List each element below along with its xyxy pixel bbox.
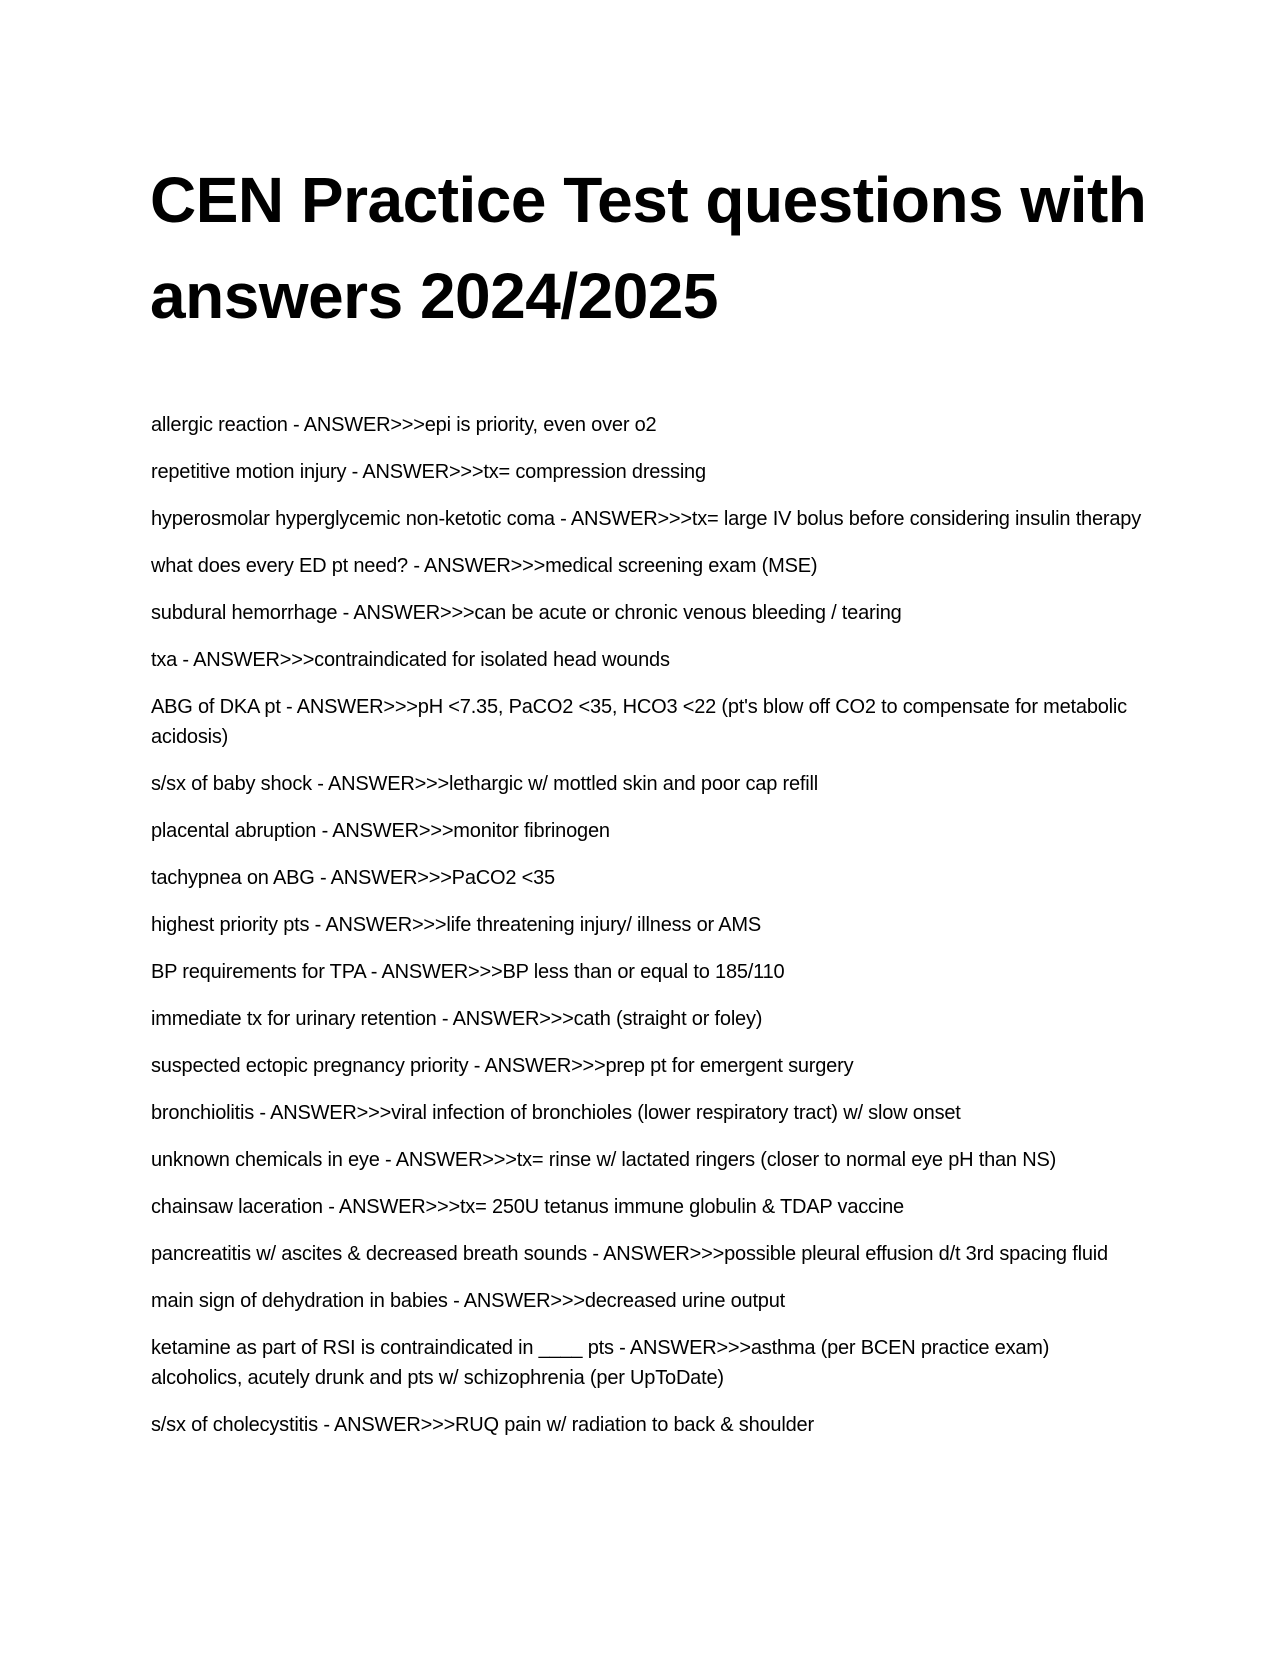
qa-item: unknown chemicals in eye - ANSWER>>>tx= rinse w/ lactated ringers (closer to normal eye pH than NS) (151, 1149, 1057, 1171)
qa-item: txa - ANSWER>>>contraindicated for isolated head wounds (151, 649, 670, 671)
qa-item: ketamine as part of RSI is contraindicated in ____ pts - ANSWER>>>asthma (per BCEN practice exam) alcoholics, acutely drunk and pts w/ schizophrenia (per UpToDate) (151, 1337, 1050, 1389)
qa-item: subdural hemorrhage - ANSWER>>>can be acute or chronic venous bleeding / tearing (151, 602, 902, 624)
qa-item: what does every ED pt need? - ANSWER>>>medical screening exam (MSE) (151, 555, 818, 577)
qa-item: highest priority pts - ANSWER>>>life threatening injury/ illness or AMS (151, 914, 761, 936)
qa-item: s/sx of cholecystitis - ANSWER>>>RUQ pain w/ radiation to back & shoulder (151, 1414, 814, 1436)
qa-item: bronchiolitis - ANSWER>>>viral infection of bronchioles (lower respiratory tract) w/ slow onset (151, 1102, 961, 1124)
qa-item: suspected ectopic pregnancy priority - ANSWER>>>prep pt for emergent surgery (151, 1055, 854, 1077)
qa-item: repetitive motion injury - ANSWER>>>tx= compression dressing (151, 461, 706, 483)
document-title: CEN Practice Test questions with answers 2024/2025 (150, 164, 1147, 332)
qa-item: main sign of dehydration in babies - ANSWER>>>decreased urine output (151, 1290, 786, 1312)
qa-item: s/sx of baby shock - ANSWER>>>lethargic w/ mottled skin and poor cap refill (151, 773, 818, 795)
qa-item: BP requirements for TPA - ANSWER>>>BP less than or equal to 185/110 (151, 961, 785, 983)
qa-item: tachypnea on ABG - ANSWER>>>PaCO2 <35 (151, 867, 555, 889)
qa-item: allergic reaction - ANSWER>>>epi is priority, even over o2 (151, 414, 657, 436)
qa-item: hyperosmolar hyperglycemic non-ketotic coma - ANSWER>>>tx= large IV bolus before considering insulin therapy (151, 508, 1142, 530)
qa-item: ABG of DKA pt - ANSWER>>>pH <7.35, PaCO2 <35, HCO3 <22 (pt's blow off CO2 to compensate for metabolic acidosis) (151, 696, 1127, 748)
qa-item: pancreatitis w/ ascites & decreased breath sounds - ANSWER>>>possible pleural effusion d/t 3rd spacing fluid (151, 1243, 1108, 1265)
qa-list (151, 410, 1141, 1457)
qa-item: placental abruption - ANSWER>>>monitor fibrinogen (151, 820, 610, 842)
qa-item: immediate tx for urinary retention - ANSWER>>>cath (straight or foley) (151, 1008, 763, 1030)
qa-item: chainsaw laceration - ANSWER>>>tx= 250U tetanus immune globulin & TDAP vaccine (151, 1196, 904, 1218)
